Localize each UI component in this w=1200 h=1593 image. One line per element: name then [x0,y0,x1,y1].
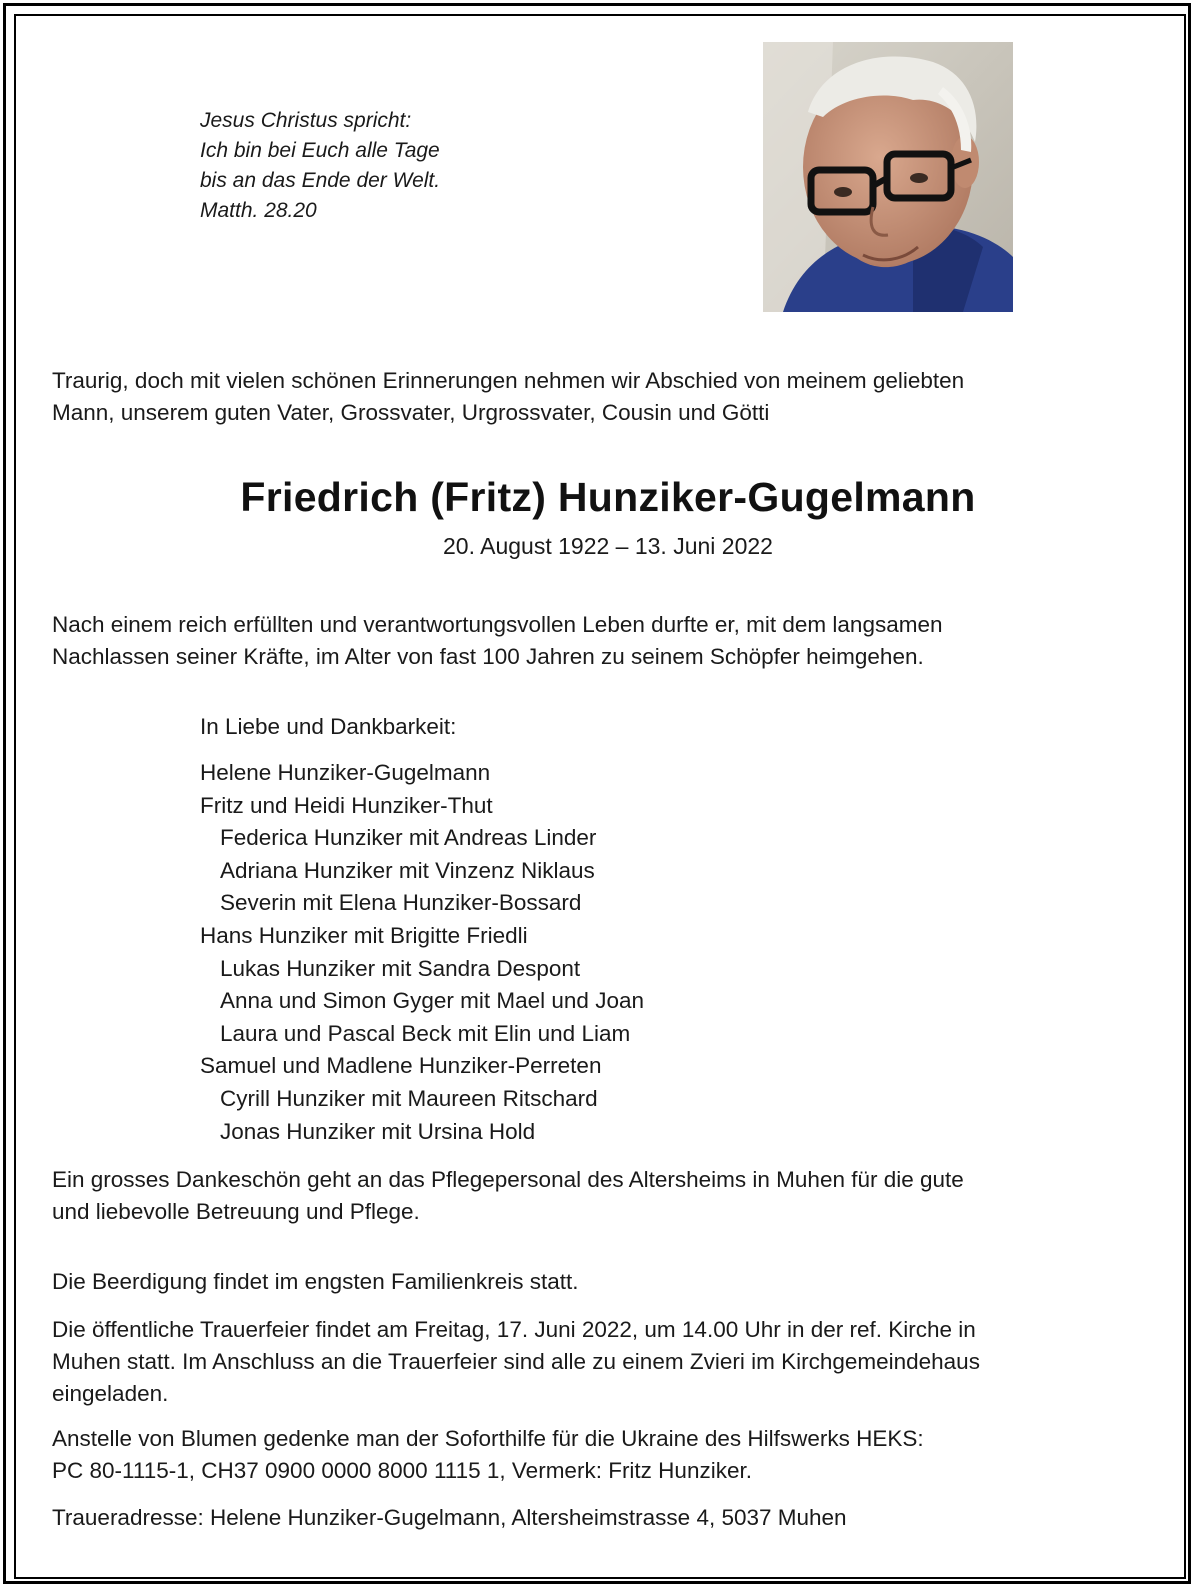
family-member: Laura und Pascal Beck mit Elin und Liam [220,1020,631,1046]
family-member: Federica Hunziker mit Andreas Linder [220,825,597,851]
intro-paragraph [52,365,1162,429]
family-member: Lukas Hunziker mit Sandra Despont [220,955,581,981]
life-line: Nach einem reich erfüllten und verantwortungsvollen Leben durfte er, mit dem langsamen [52,612,943,637]
life-line: Nachlassen seiner Kräfte, im Alter von fast 100 Jahren zu seinem Schöpfer heimgehen. [52,644,924,669]
family-member: Jonas Hunziker mit Ursina Hold [220,1118,536,1144]
life-paragraph [52,609,1162,673]
portrait-photo [763,42,1013,312]
donation-line: Anstelle von Blumen gedenke man der Soforthilfe für die Ukraine des Hilfswerks HEKS: [52,1426,924,1451]
family-member: Anna und Simon Gyger mit Mael und Joan [220,988,644,1014]
family-member: Adriana Hunziker mit Vinzenz Niklaus [220,857,595,883]
thanks-line: Ein grosses Dankeschön geht an das Pflegepersonal des Altersheims in Muhen für die gute [52,1167,964,1192]
verse-reference: Matth. 28.20 [200,199,317,222]
family-intro: In Liebe und Dankbarkeit: [200,714,457,739]
ceremony-line: eingeladen. [52,1381,169,1406]
family-member: Fritz und Heidi Hunziker-Thut [200,792,493,818]
donation-line: PC 80-1115-1, CH37 0900 0000 8000 1115 1, Vermerk: Fritz Hunziker. [52,1458,752,1483]
verse-line: bis an das Ende der Welt. [200,169,441,192]
verse-line: Ich bin bei Euch alle Tage [200,139,440,162]
family-list [200,757,644,1148]
intro-line: Mann, unserem guten Vater, Grossvater, Urgrossvater, Cousin und Götti [52,400,770,425]
family-member: Helene Hunziker-Gugelmann [200,760,491,785]
verse-line: Jesus Christus spricht: [200,109,412,132]
bible-verse [200,106,440,226]
deceased-name: Friedrich (Fritz) Hunziker-Gugelmann [240,474,976,520]
thanks-paragraph [52,1164,1162,1228]
family-member: Cyrill Hunziker mit Maureen Ritschard [220,1085,598,1111]
burial-paragraph [52,1266,1162,1298]
burial-line: Die Beerdigung findet im engsten Familienkreis statt. [52,1269,579,1294]
ceremony-paragraph [52,1314,1162,1410]
family-member: Severin mit Elena Hunziker-Bossard [220,890,582,916]
family-member: Samuel und Madlene Hunziker-Perreten [200,1053,602,1079]
life-dates: 20. August 1922 – 13. Juni 2022 [443,533,773,559]
ceremony-line: Die öffentliche Trauerfeier findet am Freitag, 17. Juni 2022, um 14.00 Uhr in der ref. Kirche in [52,1317,976,1342]
family-member: Hans Hunziker mit Brigitte Friedli [200,922,528,948]
portrait-illustration [763,42,1013,312]
address-line: Traueradresse: Helene Hunziker-Gugelmann, Altersheimstrasse 4, 5037 Muhen [52,1505,847,1530]
donation-paragraph [52,1423,1162,1487]
thanks-line: und liebevolle Betreuung und Pflege. [52,1199,420,1224]
intro-line: Traurig, doch mit vielen schönen Erinnerungen nehmen wir Abschied von meinem geliebten [52,368,965,393]
address-paragraph [52,1502,1162,1534]
ceremony-line: Muhen statt. Im Anschluss an die Trauerfeier sind alle zu einem Zvieri im Kirchgemeindehaus [52,1349,980,1374]
